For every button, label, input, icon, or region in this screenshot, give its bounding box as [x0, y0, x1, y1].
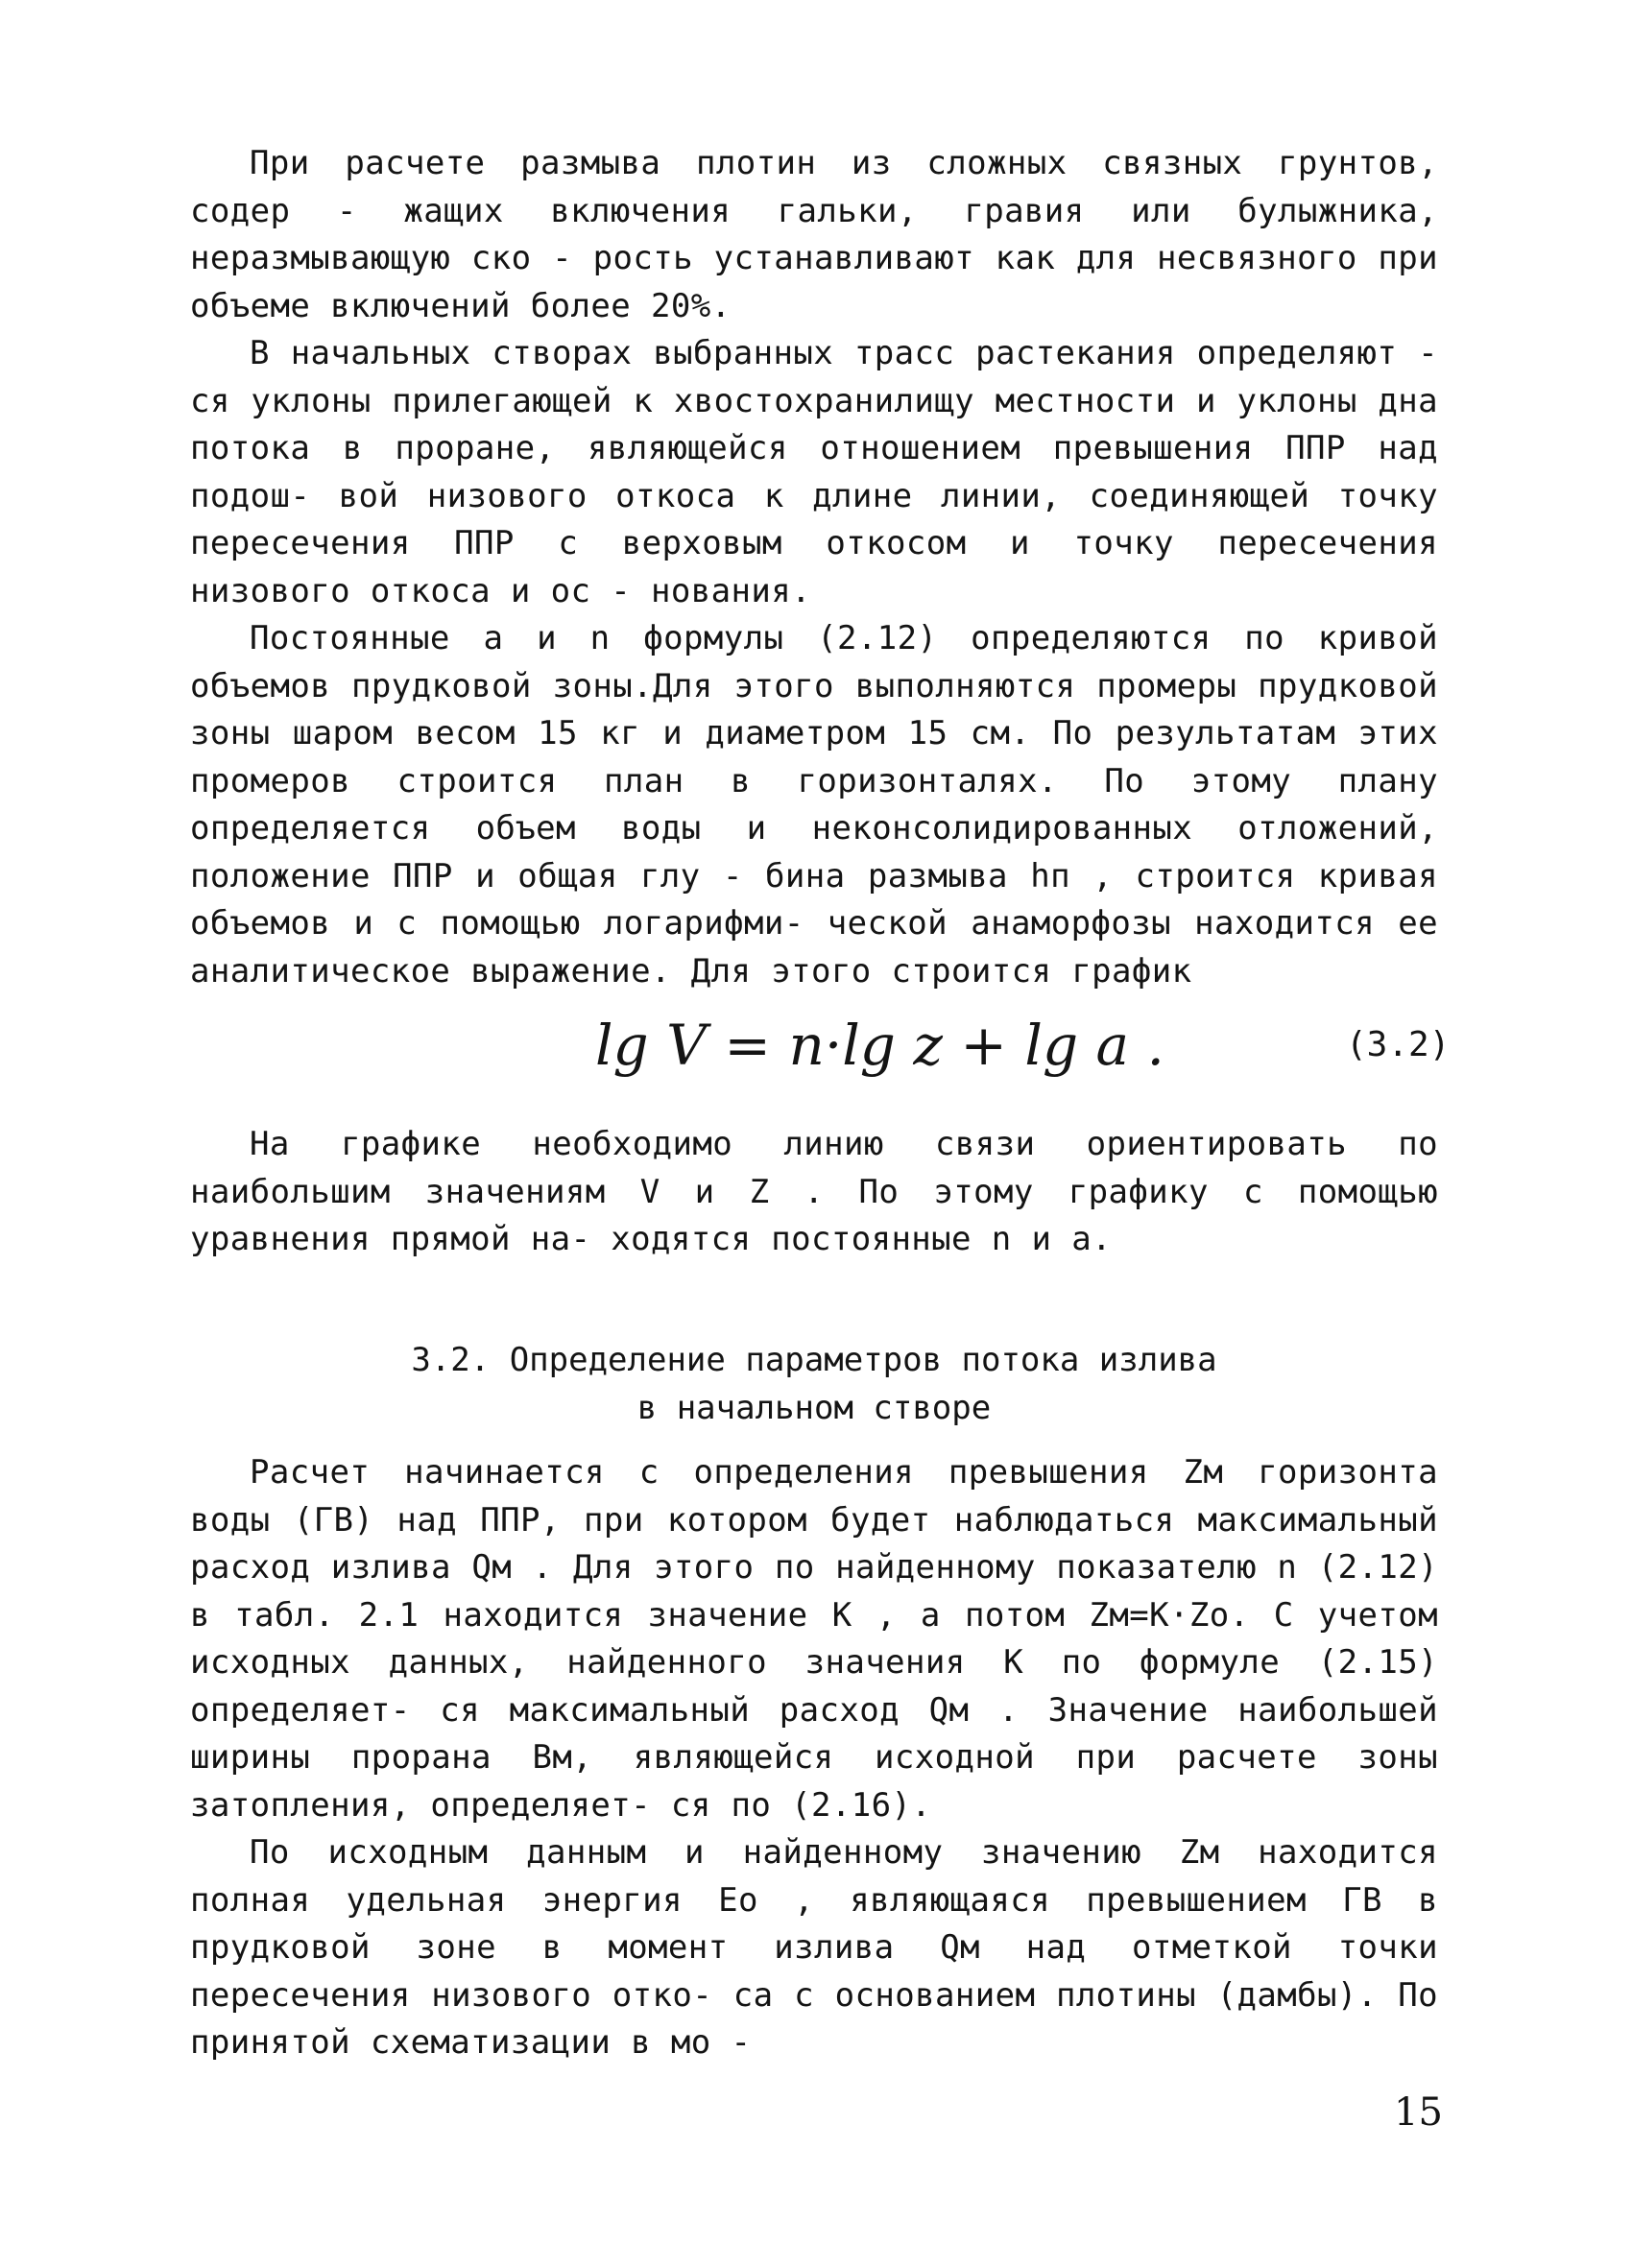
formula-number: (3.2): [1346, 1025, 1451, 1064]
lower-text-block: [190, 1449, 1438, 2067]
paragraph-gravel-soils: При расчете размыва плотин из сложных связных грунтов, содер - жащих включения гальки, гравия или булыжника, неразмывающую ско - рость устанавливают как для несвязного при объеме включений более 20%.: [190, 144, 1438, 325]
section-title-line-2: в начальном створе: [636, 1389, 992, 1427]
page-number: 15: [1394, 2090, 1443, 2135]
paragraph-energy: По исходным данным и найденному значению Zм находится полная удельная энергия Eо , являющаяся превышением ГВ в прудковой зоне в момент излива Qм над отметкой точки пересечения низового отко- са с основанием плотины (дамбы). По принятой схематизации в мо -: [190, 1833, 1438, 2062]
paragraph-slopes: В начальных створах выбранных трасс растекания определяют - ся уклоны прилегающей к хвостохранилищу местности и уклоны дна потока в проране, являющейся отношением превышения ППР над подош- вой низового откоса к длине линии, соединяющей точку пересечения ППР с верховым откосом и точку пересечения низового откоса и ос - нования.: [190, 334, 1438, 610]
paragraph-constants: Постоянные a и n формулы (2.12) определяются по кривой объемов прудковой зоны.Для этого выполняются промеры прудковой зоны шаром весом 15 кг и диаметром 15 см. По результатам этих промеров строится план в горизонталях. По этому плану определяется объем воды и неконсолидированных отложений, положение ППР и общая глу - бина размыва hп , строится кривая объемов и с помощью логарифми- ческой анаморфозы находится ее аналитическое выражение. Для этого строится график: [190, 619, 1438, 991]
section-title-line-1: 3.2. Определение параметров потока излива: [411, 1341, 1217, 1379]
paragraph-calculation: Расчет начинается с определения превышения Zм горизонта воды (ГВ) над ППР, при котором будет наблюдаться максимальный расход излива Qм . Для этого по найденному показателю n (2.12) в табл. 2.1 находится значение K , а потом Zм=K·Zо. С учетом исходных данных, найденного значения K по формуле (2.15) определяет- ся максимальный расход Qм . Значение наибольшей ширины прорана Bм, являющейся исходной при расчете зоны затопления, определяет- ся по (2.16).: [190, 1453, 1438, 1825]
section-heading: [190, 1336, 1438, 1432]
upper-text-block: [190, 140, 1438, 995]
paragraph-graph: На графике необходимо линию связи ориентировать по наибольшим значениям V и Z . По этому графику с помощью уравнения прямой на- ходятся постоянные n и a.: [190, 1125, 1438, 1258]
graph-text-block: [190, 1121, 1438, 1264]
formula-3-2: lg V = n·lg z + lg a .: [595, 1013, 1164, 1078]
